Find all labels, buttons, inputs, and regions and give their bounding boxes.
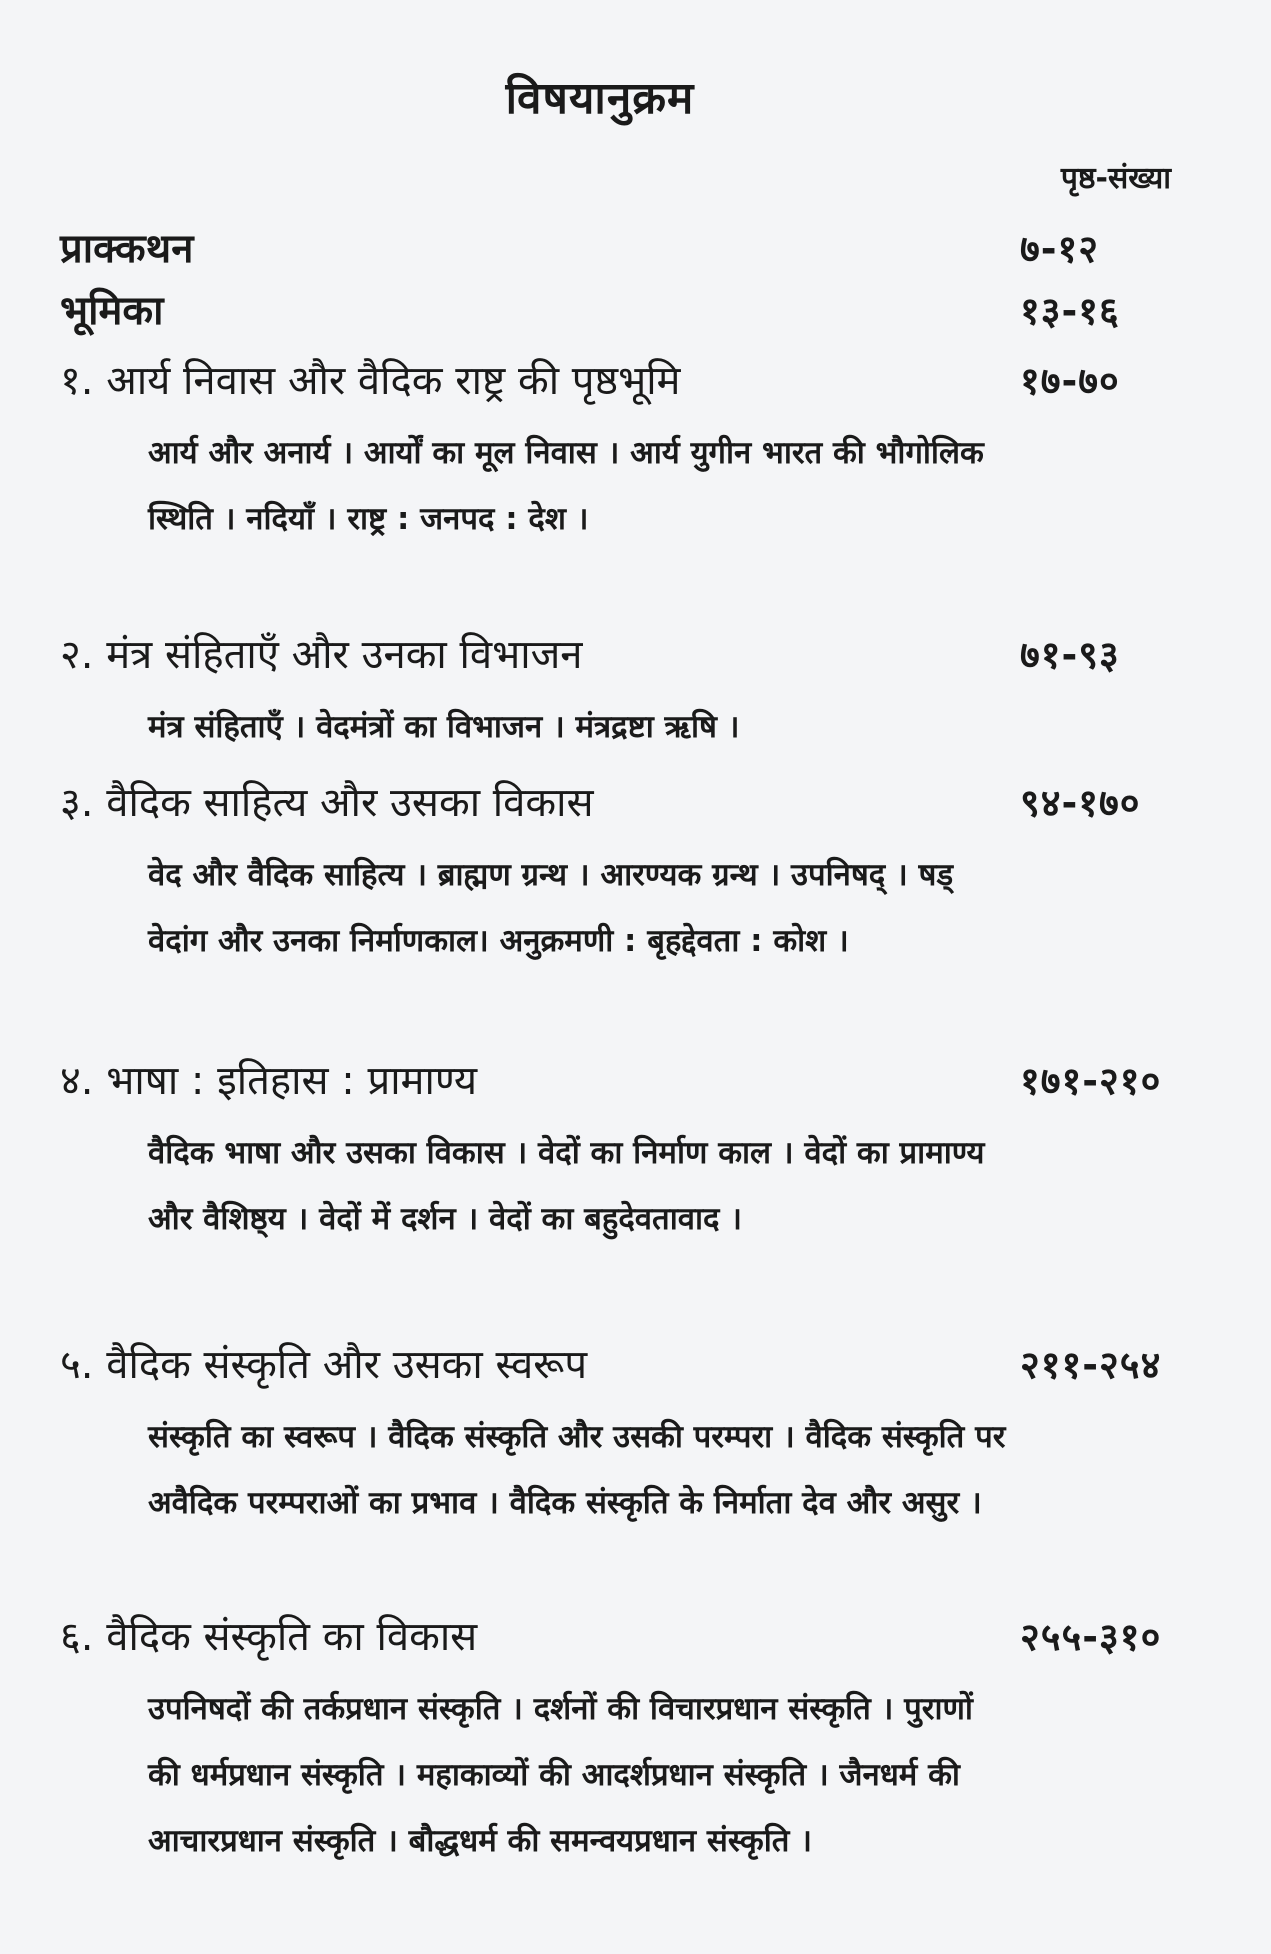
entry-title: प्राक्कथन [60,226,194,272]
toc-entry-chapter-3 [60,776,1190,974]
page-number-column-heading: पृष्ठ-संख्या [1060,161,1171,196]
toc-entry-chapter-2 [60,628,1190,760]
toc-entry-preface [60,222,1190,274]
toc-entry-chapter-5 [60,1338,1190,1536]
entry-pages: ७१-९३ [1020,633,1120,677]
entry-description: संस्कृति का स्वरूप । वैदिक संस्कृति और उसकी परम्परा । वैदिक संस्कृति पर अवैदिक परम्पराओं का प्रभाव । वैदिक संस्कृति के निर्माता देव और असुर । [148,1419,1006,1521]
entry-pages: ९४-१७० [1020,781,1141,825]
entry-title: ६. वैदिक संस्कृति का विकास [60,1614,478,1660]
entry-pages: १३-१६ [1020,289,1120,333]
entry-description: उपनिषदों की तर्कप्रधान संस्कृति । दर्शनों की विचारप्रधान संस्कृति । पुराणों की धर्मप्रधान संस्कृति । महाकाव्यों की आदर्शप्रधान संस्कृति । जैनधर्म की आचारप्रधान संस्कृति । बौद्धधर्म की समन्वयप्रधान संस्कृति । [148,1691,973,1859]
entry-title: ३. वैदिक साहित्य और उसका विकास [60,780,594,826]
entry-title: १. आर्य निवास और वैदिक राष्ट्र की पृष्ठभूमि [60,358,681,404]
entry-pages: २५५-३१० [1020,1615,1162,1659]
entry-pages: २११-२५४ [1020,1343,1162,1387]
entry-description: वेद और वैदिक साहित्य । ब्राह्मण ग्रन्थ । आरण्यक ग्रन्थ । उपनिषद् । षड् वेदांग और उनका निर्माणकाल। अनुक्रमणी : बृहद्देवता : कोश । [148,857,954,959]
entry-description: आर्य और अनार्य । आर्यों का मूल निवास । आर्य युगीन भारत की भौगोलिक स्थिति । नदियाँ । राष्ट्र : जनपद : देश । [148,435,984,537]
toc-entry-chapter-4 [60,1054,1190,1252]
entry-pages: १७१-२१० [1020,1059,1162,1103]
entry-description: मंत्र संहिताएँ । वेदमंत्रों का विभाजन । मंत्रद्रष्टा ऋषि । [148,709,740,745]
entry-pages: १७-७० [1020,359,1120,403]
entry-title: ४. भाषा : इतिहास : प्रामाण्य [60,1058,478,1104]
toc-entry-chapter-1 [60,354,1190,552]
page-title: विषयानुक्रम [505,73,695,124]
entry-title: ५. वैदिक संस्कृति और उसका स्वरूप [60,1342,588,1388]
toc-entry-chapter-6 [60,1610,1190,1874]
entry-pages: ७-१२ [1020,227,1100,271]
toc-entry-introduction [60,284,1190,336]
entry-description: वैदिक भाषा और उसका विकास । वेदों का निर्माण काल । वेदों का प्रामाण्य और वैशिष्ठ्य । वेदों में दर्शन । वेदों का बहुदेवतावाद । [148,1135,985,1237]
entry-title: भूमिका [60,288,164,334]
entry-title: २. मंत्र संहिताएँ और उनका विभाजन [60,632,583,678]
